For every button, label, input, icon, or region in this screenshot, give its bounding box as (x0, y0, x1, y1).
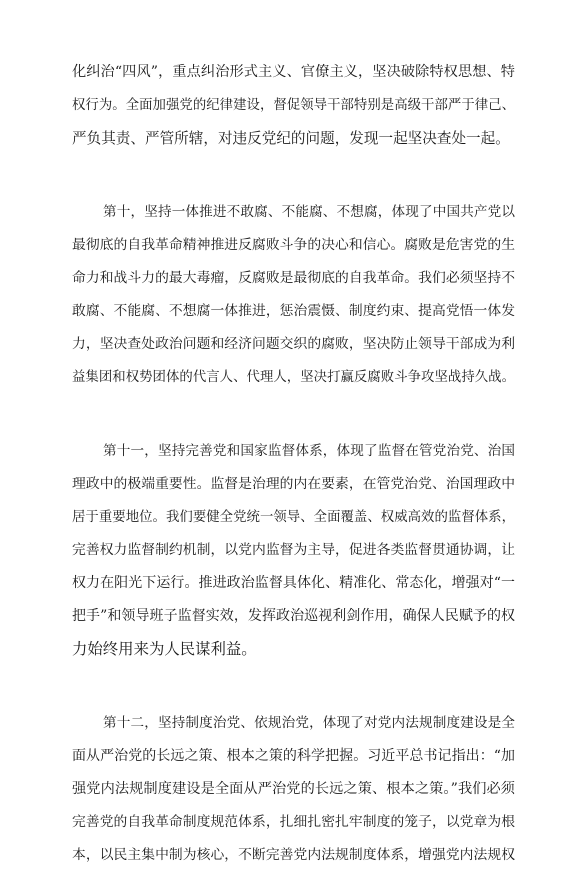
text-line: 完善权力监督制约机制，以党内监督为主导，促进各类监督贯通协调，让 (72, 542, 515, 558)
text-line: 居于重要地位。我们要健全党统一领导、全面覆盖、权威高效的监督体系， (72, 510, 515, 525)
text-line: 力始终用来为人民谋利益。 (72, 640, 257, 658)
text-line: 第十一，坚持完善党和国家监督体系，体现了监督在管党治党、治国 (103, 443, 515, 459)
text-line: 完善党的自我革命制度规范体系，扎细扎密扎牢制度的笼子，以党章为根 (72, 814, 515, 830)
text-line: 强党内法规制度建设是全面从严治党的长远之策、根本之策。”我们必须 (72, 781, 515, 797)
text-line: 命力和战斗力的最大毒瘤，反腐败是最彻底的自我革命。我们必须坚持不 (72, 270, 515, 286)
text-line: 本，以民主集中制为核心，不断完善党内法规制度体系，增强党内法规权 (72, 847, 515, 863)
document-page (72, 56, 515, 872)
text-line: 把手”和领导班子监督实效，发挥政治巡视利剑作用，确保人民赋予的权 (72, 608, 515, 624)
paragraph-twelfth (72, 707, 515, 872)
text-line: 最彻底的自我革命精神推进反腐败斗争的决心和信心。腐败是危害党的生 (72, 237, 515, 253)
text-line: 第十，坚持一体推进不敢腐、不能腐、不想腐，体现了中国共产党以 (103, 204, 515, 220)
text-line: 力，坚决查处政治问题和经济问题交织的腐败，坚决防止领导干部成为利 (72, 336, 515, 352)
text-line: 第十二，坚持制度治党、依规治党，体现了对党内法规制度建设是全 (103, 715, 515, 731)
text-line: 权力在阳光下运行。推进政治监督具体化、精准化、常态化，增强对“一 (72, 575, 515, 591)
text-line: 权行为。全面加强党的纪律建设，督促领导干部特别是高级干部严于律己、 (72, 98, 515, 113)
text-line: 益集团和权势团体的代言人、代理人，坚决打赢反腐败斗争攻坚战持久战。 (72, 370, 515, 385)
text-line: 敢腐、不能腐、不想腐一体推进，惩治震慑、制度约束、提高党悟一体发 (72, 303, 515, 319)
paragraph-tenth (72, 196, 515, 394)
paragraph-spacer (72, 394, 515, 435)
paragraph-spacer (72, 666, 515, 707)
text-line: 严负其责、严管所辖，对违反党纪的问题，发现一起坚决查处一起。 (72, 130, 510, 147)
text-line: 化纠治“四风”，重点纠治形式主义、官僚主义，坚决破除特权思想、特 (72, 64, 515, 80)
text-line: 理政中的极端重要性。监督是治理的内在要素，在管党治党、治国理政中 (72, 476, 515, 492)
text-line: 面从严治党的长远之策、根本之策的科学把握。习近平总书记指出：“加 (72, 748, 515, 764)
paragraph-spacer (72, 155, 515, 196)
paragraph-continued (72, 56, 515, 155)
paragraph-eleventh (72, 435, 515, 666)
